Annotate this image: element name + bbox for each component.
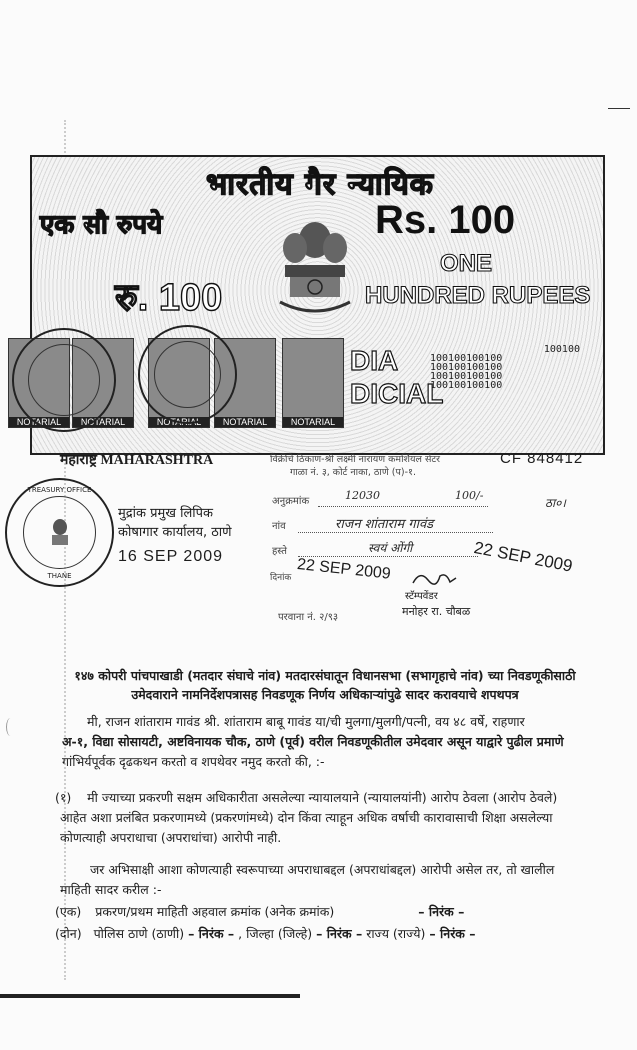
- stamp-hindi-amount: एक सौ रुपये: [40, 210, 163, 240]
- right-date-stamp: 22 SEP 2009: [472, 538, 575, 576]
- item-2-text3: राज्य (राज्ये): [366, 926, 426, 941]
- treasury-office-line1: मुद्रांक प्रमुख लिपिक: [118, 506, 214, 521]
- stamp-hundred-rupees: HUNDRED RUPEES: [365, 282, 591, 309]
- item-2-value3: – निरंक –: [429, 926, 476, 941]
- page-edge-mark: [608, 108, 630, 109]
- date-label: दिनांक: [270, 573, 292, 583]
- binary-line: 100100100100: [430, 380, 503, 391]
- bottom-scan-bar: [0, 994, 300, 998]
- item-2-value1: – निरंक –: [188, 926, 235, 941]
- stamp-india-fragment: DIA: [350, 345, 399, 376]
- vendor-signature-icon: [410, 568, 460, 590]
- intro-line1: मी, राजन शांताराम गावंड श्री. शांताराम बाबू गावंड या/ची मुलगा/मुलगी/पत्नी, वय ४८ वर्षे, राहणार: [87, 714, 525, 729]
- notarial-stamp: [282, 338, 344, 428]
- paragraph-2-line2: माहिती सादर करील :-: [60, 882, 162, 897]
- signature-name: मनोहर रा. चौबळ: [402, 605, 471, 618]
- notarial-label: NOTARIAL: [215, 417, 275, 427]
- corner-handwritten-note: ठा०।: [545, 496, 566, 510]
- item-1: [55, 902, 615, 922]
- item-2-text2: , जिल्हा (जिल्हे): [238, 926, 313, 941]
- binary-line: 100100100100: [430, 353, 503, 364]
- serial-value: 12030: [345, 489, 380, 502]
- notary-seal: [138, 325, 237, 424]
- date-stamp: 22 SEP 2009: [296, 556, 392, 583]
- paragraph-1-number: (१): [55, 790, 72, 805]
- emblem-icon: [47, 518, 73, 548]
- stamp-serial-number: CF 848412: [500, 450, 584, 467]
- name-value: राजन शांताराम गावंड: [335, 517, 434, 532]
- serial-dotted-line: [318, 506, 488, 507]
- vendor-address-line2: गाळा नं. ३, कोर्ट नाका, ठाणे (प)-१.: [290, 467, 416, 478]
- treasury-office-line2: कोषागार कार्यालय, ठाणे: [118, 525, 232, 540]
- stamp-binary-pattern: [430, 345, 580, 390]
- notarial-label: NOTARIAL: [73, 417, 133, 427]
- name-dotted-line: [298, 532, 493, 533]
- notary-seal: [12, 328, 116, 432]
- name-label: नांव: [272, 521, 286, 532]
- notarial-label: NOTARIAL: [283, 417, 343, 427]
- binary-line: 100100100100: [430, 371, 503, 382]
- paragraph-1-line3: कोणत्याही अपराधाचा (अपराधांचा) आरोपी नाही.: [60, 830, 282, 845]
- license-number: परवाना नं. २/९३: [278, 612, 339, 623]
- serial-value2: 100/-: [455, 489, 484, 502]
- binary-line: 100100: [543, 344, 580, 355]
- intro-line3: गांभिर्यपूर्वक दृढकथन करतो व शपथेवर नमुद करतो की, :-: [62, 754, 325, 769]
- item-2-value2: – निरंक –: [316, 926, 363, 941]
- signature-role: स्टॅम्पवेंडर: [405, 591, 438, 602]
- notarial-label: NOTARIAL: [9, 417, 69, 427]
- paragraph-2-line1: जर अभिसाक्षी आशा कोणत्याही स्वरूपाच्या अपराधाबद्दल (अपराधांबद्दल) आरोपी असेल तर, तो खालील: [90, 862, 555, 877]
- treasury-seal: [5, 478, 114, 587]
- stamp-rs-amount: Rs. 100: [375, 198, 516, 242]
- treasury-seal-bottom: THANE: [47, 572, 72, 580]
- stamp-hindi-title: भारतीय गैर न्यायिक: [206, 167, 434, 202]
- item-1-value: – निरंक –: [418, 904, 465, 919]
- item-2-number: (दोन): [55, 926, 82, 941]
- stamp-one: ONE: [440, 250, 493, 277]
- paragraph-1-line2: आहेत अशा प्रलंबित प्रकरणामध्ये (प्रकरणांमध्ये) दोन किंवा त्याहून अधिक वर्षाची कारावासाची शिक्षा असलेल्या: [60, 810, 553, 825]
- item-1-number: (एक): [55, 904, 82, 919]
- item-2-text1: पोलिस ठाणे (ठाणी): [93, 926, 185, 941]
- stamp-ru-amount: रु. 100: [115, 277, 223, 319]
- paragraph-1: [55, 788, 610, 848]
- affidavit-title: [55, 666, 595, 704]
- vendor-address-line1: विक्रीचे ठिकाण-श्री लक्ष्मी नारायण कमर्शियल सेंटर: [270, 454, 441, 465]
- paragraph-1-line1: मी ज्याच्या प्रकरणी सक्षम अधिकारीता असलेल्या न्यायालयाने (न्यायालयांनी) आरोप ठेवला (आरोप ठेवले): [87, 790, 558, 805]
- via-dotted-line: [298, 556, 478, 557]
- item-1-text: प्रकरण/प्रथम माहिती अहवाल क्रमांक (अनेक क्रमांक): [95, 904, 335, 919]
- serial-label: अनुक्रमांक: [272, 496, 310, 507]
- binary-line: 100100100100: [430, 362, 503, 373]
- affidavit-title-line2: उमेदवाराने नामनिर्देशपत्रासह निवडणूक निर्णय अधिकाऱ्यांपुढे सादर करावयाचे शपथपत्र: [131, 687, 519, 702]
- treasury-date: 16 SEP 2009: [118, 548, 224, 565]
- treasury-seal-top: TREASURY OFFICE: [27, 486, 92, 494]
- stamp-judicial-fragment: DICIAL: [350, 378, 444, 409]
- notarial-label: NOTARIAL: [149, 417, 209, 427]
- intro-paragraph: [62, 712, 607, 772]
- intro-line2: अ-१, विद्या सोसायटी, अष्टविनायक चौक, ठाणे (पूर्व) वरील निवडणूकीतील उमेदवार असून याद्वारे पुढील प्रमाणे: [62, 734, 564, 749]
- state-label: महाराष्ट्र MAHARASHTRA: [60, 453, 214, 468]
- affidavit-title-line1: १४७ कोपरी पांचपाखाडी (मतदार संघाचे नांव) मतदारसंघातून विधानसभा (सभागृहाचे नांव) च्या निवडणूकीसाठी: [74, 668, 576, 683]
- paragraph-2: [60, 860, 610, 900]
- via-label: हस्ते: [272, 546, 287, 557]
- punch-hole-mark: [6, 718, 15, 736]
- via-value: स्वयं ओंगी: [368, 541, 413, 555]
- item-2: [55, 924, 625, 944]
- ashoka-emblem-icon: [270, 210, 360, 325]
